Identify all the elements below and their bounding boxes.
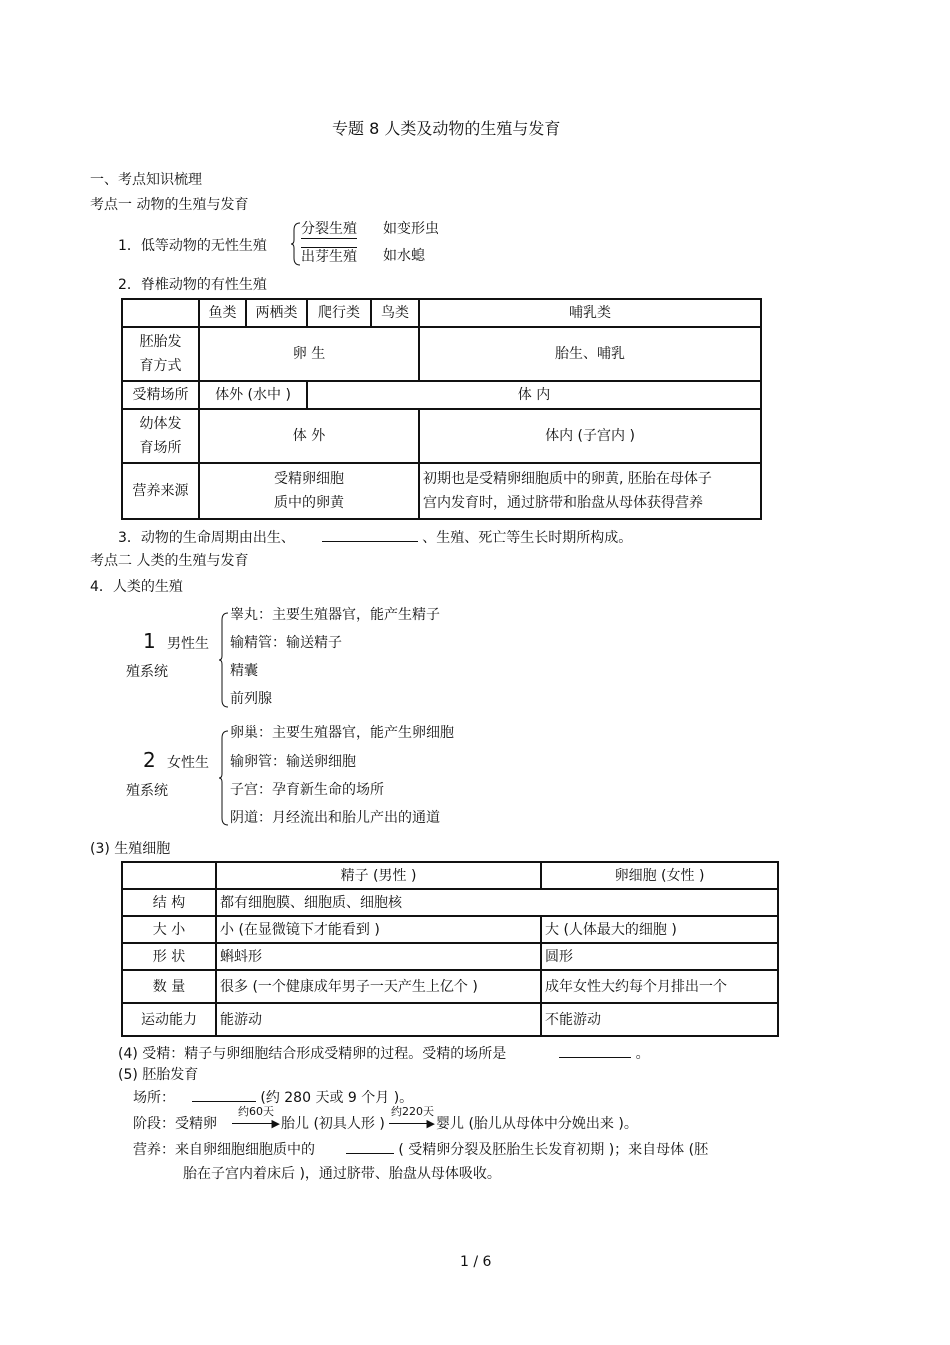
page-title: 专题 8 人类及动物的生殖与发育 xyxy=(332,119,561,138)
table2-row-label: 数 量 xyxy=(122,970,216,1003)
male-item-testis: 睾丸：主要生殖器官，能产生精子 xyxy=(230,607,440,623)
arrow-head-icon: ▶ xyxy=(426,1117,435,1130)
branch-fission: 分裂生殖 xyxy=(301,221,357,237)
male-number: 1 xyxy=(143,629,156,653)
table1-row-label: 胚胎发 育方式 xyxy=(122,327,199,381)
table1-cell: 体外 (水中 ) xyxy=(199,381,307,409)
stage-baby: 婴儿 (胎儿从母体中分娩出来 )。 xyxy=(436,1116,638,1132)
item1-brace xyxy=(291,222,301,266)
table2-header-sperm: 精子 (男性 ) xyxy=(216,862,541,889)
item4-label: 4．人类的生殖 xyxy=(90,579,183,595)
arrow-60-days xyxy=(232,1105,280,1132)
table2-row-label: 大 小 xyxy=(122,916,216,943)
table2-cell: 成年女性大约每个月排出一个 xyxy=(541,970,778,1003)
fill-blank[interactable] xyxy=(559,1043,631,1058)
branch-fission-example: 如变形虫 xyxy=(383,221,439,237)
male-label: 男性生 xyxy=(167,636,209,652)
stage-fetus: 胎儿 (初具人形 ) xyxy=(281,1116,385,1132)
table1-row-label: 受精场所 xyxy=(122,381,199,409)
kaodian-two-heading: 考点二 人类的生殖与发育 xyxy=(90,553,249,569)
table2-corner xyxy=(122,862,216,889)
female-brace xyxy=(219,730,229,826)
table1-row-label: 幼体发 育场所 xyxy=(122,409,199,463)
female-item-uterus: 子宫：孕育新生命的场所 xyxy=(230,782,384,798)
table1-cell: 初期也是受精卵细胞质中的卵黄, 胚胎在母体子 宫内发育时，通过脐带和胎盘从母体获得营养 xyxy=(419,463,761,519)
table1-header-bird: 鸟类 xyxy=(371,299,419,327)
table2-cell: 能游动 xyxy=(216,1003,541,1036)
arrow-220-days xyxy=(389,1105,435,1132)
female-item-oviduct: 输卵管：输送卵细胞 xyxy=(230,754,356,770)
table1-header-mammal: 哺乳类 xyxy=(419,299,761,327)
table2-row-label: 形 状 xyxy=(122,943,216,970)
table1-cell: 体 内 xyxy=(307,381,761,409)
fill-blank[interactable] xyxy=(346,1139,394,1154)
female-label: 女性生 xyxy=(167,755,209,771)
arrow-head-icon: ▶ xyxy=(271,1117,280,1130)
reproductive-cells-table xyxy=(121,861,779,1037)
vertebrate-reproduction-table xyxy=(121,298,762,520)
table2-cell: 不能游动 xyxy=(541,1003,778,1036)
male-brace xyxy=(219,612,229,708)
table2-cell: 蝌蚪形 xyxy=(216,943,541,970)
fertilization-line: (4) 受精：精子与卵细胞结合形成受精卵的过程。受精的场所是 。 xyxy=(118,1043,650,1063)
table2-cell: 很多 (一个健康成年男子一天产生上亿个 ) xyxy=(216,970,541,1003)
item3-cells-heading: (3) 生殖细胞 xyxy=(90,841,171,857)
table2-cell: 大 (人体最大的细胞 ) xyxy=(541,916,778,943)
table2-cell: 小 (在显微镜下才能看到 ) xyxy=(216,916,541,943)
table1-header-fish: 鱼类 xyxy=(199,299,246,327)
arrow-220-days-label: 约220天 xyxy=(391,1105,434,1118)
female-item-ovary: 卵巢：主要生殖器官，能产生卵细胞 xyxy=(230,725,454,741)
arrow-60-days-label: 约60天 xyxy=(238,1105,274,1118)
female-item-vagina: 阴道：月经流出和胎儿产出的通道 xyxy=(230,810,440,826)
nutrition-line2: 胎在子宫内着床后 )，通过脐带、胎盘从母体吸收。 xyxy=(183,1166,501,1182)
male-item-vas-deferens: 输精管：输送精子 xyxy=(230,635,342,651)
table2-cell: 圆形 xyxy=(541,943,778,970)
branch-budding: 出芽生殖 xyxy=(301,249,357,265)
table1-corner xyxy=(122,299,199,327)
male-item-seminal-vesicle: 精囊 xyxy=(230,663,258,679)
kaodian-one-heading: 考点一 动物的生殖与发育 xyxy=(90,197,249,213)
table1-cell: 体 外 xyxy=(199,409,419,463)
page-number: 1 / 6 xyxy=(460,1254,492,1270)
nutrition-line: 营养：来自卵细胞细胞质中的 ( 受精卵分裂及胚胎生长发育初期 )；来自母体 (胚 xyxy=(133,1139,708,1159)
table2-cell: 都有细胞膜、细胞质、细胞核 xyxy=(216,889,778,916)
table1-cell: 受精卵细胞 质中的卵黄 xyxy=(199,463,419,519)
fill-blank[interactable] xyxy=(192,1087,256,1102)
table1-cell: 体内 (子宫内 ) xyxy=(419,409,761,463)
branch-budding-example: 如水螅 xyxy=(383,248,425,264)
table1-header-reptile: 爬行类 xyxy=(307,299,371,327)
female-label: 殖系统 xyxy=(126,783,168,799)
item1-label: 1．低等动物的无性生殖 xyxy=(118,238,267,254)
stage-label: 阶段：受精卵 xyxy=(133,1116,217,1132)
item5-heading: (5) 胚胎发育 xyxy=(118,1067,199,1083)
section-heading: 一、考点知识梳理 xyxy=(90,172,202,188)
female-number: 2 xyxy=(143,748,156,772)
table1-header-amphibian: 两栖类 xyxy=(246,299,307,327)
male-label: 殖系统 xyxy=(126,664,168,680)
place-line: 场所： (约 280 天或 9 个月 )。 xyxy=(133,1087,413,1107)
fill-blank[interactable] xyxy=(322,527,418,542)
item3-line: 3．动物的生命周期由出生、 、生殖、死亡等生长时期所构成。 xyxy=(118,527,632,547)
table1-cell: 胎生、哺乳 xyxy=(419,327,761,381)
table1-row-label: 营养来源 xyxy=(122,463,199,519)
table2-row-label: 运动能力 xyxy=(122,1003,216,1036)
table2-row-label: 结 构 xyxy=(122,889,216,916)
male-item-prostate: 前列腺 xyxy=(230,691,272,707)
table1-cell: 卵 生 xyxy=(199,327,419,381)
table2-header-egg: 卵细胞 (女性 ) xyxy=(541,862,778,889)
item2-label: 2．脊椎动物的有性生殖 xyxy=(118,277,267,293)
